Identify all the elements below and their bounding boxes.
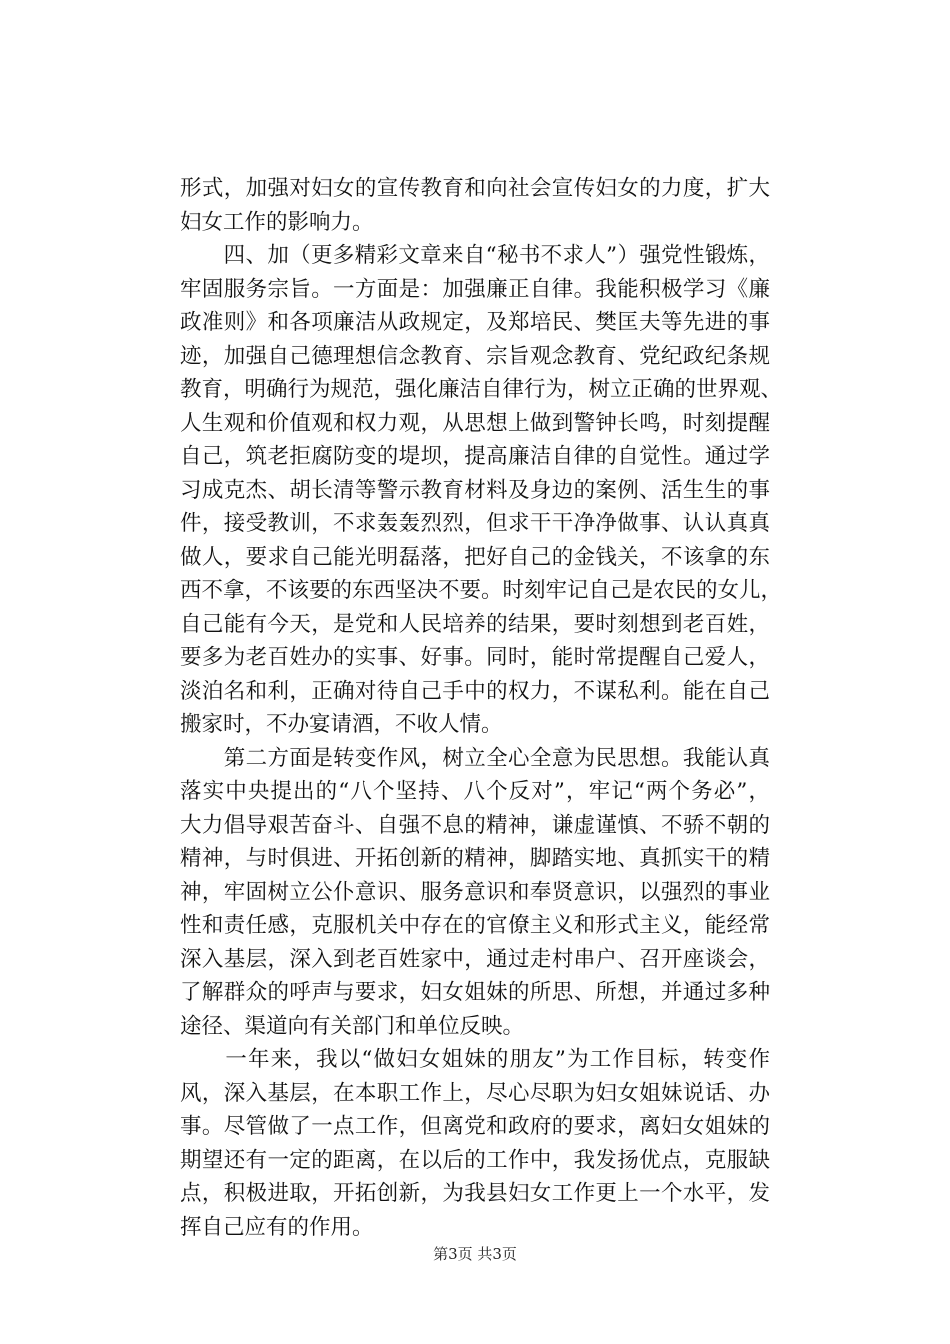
text-line: 点，积极进取，开拓创新，为我县妇女工作更上一个水平，发 — [180, 1181, 770, 1206]
text-line: 期望还有一定的距离，在以后的工作中，我发扬优点，克服缺 — [180, 1147, 770, 1173]
document-body — [180, 172, 783, 1244]
text-line: 教育，明确行为规范，强化廉洁自律行为，树立正确的世界观、 — [180, 377, 783, 402]
text-line: 深入基层，深入到老百姓家中，通过走村串户、召开座谈会， — [180, 946, 770, 972]
paragraph — [180, 742, 770, 1044]
text-line: 第二方面是转变作风，树立全心全意为民思想。我能认真 — [180, 745, 770, 771]
text-line: 途径、渠道向有关部门和单位反映。 — [180, 1013, 525, 1039]
text-line: 风，深入基层，在本职工作上，尽心尽职为妇女姐妹说话、办 — [180, 1080, 770, 1106]
text-line: 淡泊名和利，正确对待自己手中的权力，不谋私利。能在自己 — [180, 678, 770, 704]
text-line: 人生观和价值观和权力观，从思想上做到警钟长鸣，时刻提醒 — [180, 410, 770, 436]
text-line: 挥自己应有的作用。 — [180, 1214, 374, 1240]
text-line: 四、加（更多精彩文章来自“秘书不求人”）强党性锻炼， — [180, 243, 770, 268]
paragraph — [180, 172, 770, 239]
paragraph — [180, 1043, 770, 1244]
text-line: 牢固服务宗旨。一方面是：加强廉正自律。我能积极学习《廉 — [180, 276, 770, 302]
text-line: 妇女工作的影响力。 — [180, 209, 374, 235]
text-line: 件，接受教训，不求轰轰烈烈，但求干干净净做事、认认真真 — [180, 511, 770, 536]
page-footer: 第3页 共3页 — [433, 1245, 517, 1263]
text-line: 神，牢固树立公仆意识、服务意识和奉贤意识，以强烈的事业 — [180, 879, 770, 905]
text-line: 事。尽管做了一点工作，但离党和政府的要求，离妇女姐妹的 — [180, 1114, 770, 1139]
text-line: 精神，与时俱进、开拓创新的精神，脚踏实地、真抓实干的精 — [180, 846, 770, 871]
text-line: 搬家时，不办宴请酒，不收人情。 — [180, 712, 503, 737]
text-line: 迹，加强自己德理想信念教育、宗旨观念教育、党纪政纪条规 — [180, 343, 770, 369]
text-line: 一年来，我以“做妇女姐妹的朋友”为工作目标，转变作 — [180, 1047, 770, 1072]
text-line: 落实中央提出的“八个坚持、八个反对”，牢记“两个务必”， — [180, 779, 770, 804]
text-line: 政准则》和各项廉洁从政规定，及郑培民、樊匡夫等先进的事 — [180, 310, 770, 335]
text-line: 性和责任感，克服机关中存在的官僚主义和形式主义，能经常 — [180, 913, 770, 938]
text-line: 要多为老百姓办的实事、好事。同时，能时常提醒自己爱人， — [180, 645, 770, 670]
text-line: 西不拿，不该要的东西坚决不要。时刻牢记自己是农民的女儿， — [180, 578, 783, 603]
text-line: 习成克杰、胡长清等警示教育材料及身边的案例、活生生的事 — [180, 477, 770, 503]
paragraph — [180, 239, 783, 742]
text-line: 自己，筑老拒腐防变的堤坝，提高廉洁自律的自觉性。通过学 — [180, 444, 770, 469]
text-line: 大力倡导艰苦奋斗、自强不息的精神，谦虚谨慎、不骄不朝的 — [180, 812, 770, 838]
text-line: 自己能有今天，是党和人民培养的结果，要时刻想到老百姓， — [180, 611, 770, 637]
text-line: 形式，加强对妇女的宣传教育和向社会宣传妇女的力度，扩大 — [180, 176, 770, 201]
text-line: 了解群众的呼声与要求，妇女姐妹的所思、所想，并通过多种 — [180, 980, 770, 1005]
text-line: 做人，要求自己能光明磊落，把好自己的金钱关，不该拿的东 — [180, 544, 770, 570]
